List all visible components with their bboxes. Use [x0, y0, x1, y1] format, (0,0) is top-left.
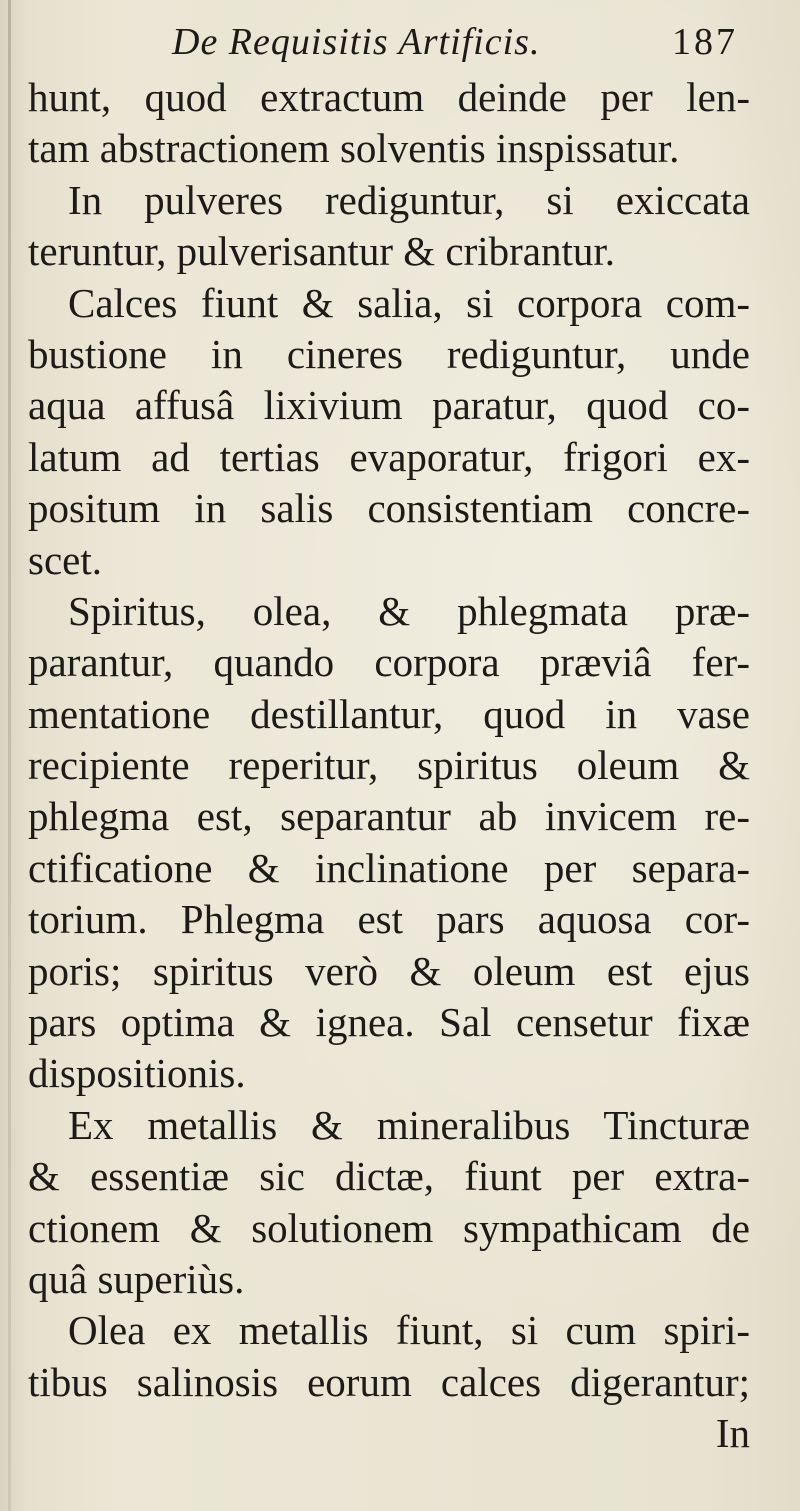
text-line: scet. — [28, 536, 102, 583]
body-text — [28, 72, 750, 1460]
text-line: bustione in cineres rediguntur, unde — [28, 330, 750, 377]
text-line: recipiente reperitur, spiritus oleum & — [28, 742, 750, 789]
text-line: Calces fiunt & salia, si corpora com- — [68, 279, 750, 326]
page-gutter-shadow — [8, 0, 11, 1511]
text-line: ctificatione & inclinatione per separa- — [28, 844, 750, 891]
page-header — [0, 10, 800, 70]
text-line: torium. Phlegma est pars aquosa cor- — [28, 896, 750, 943]
text-line: pars optima & ignea. Sal censetur fixæ — [28, 999, 750, 1046]
text-line: Ex metallis & mineralibus Tincturæ — [68, 1101, 750, 1148]
text-line: Spiritus, olea, & phlegmata præ- — [68, 587, 750, 634]
text-line: parantur, quando corpora præviâ fer- — [28, 639, 750, 686]
text-line: poris; spiritus verò & oleum est ejus — [28, 947, 750, 994]
text-line: tibus salinosis eorum calces digerantur; — [28, 1358, 750, 1405]
text-line: mentatione destillantur, quod in vase — [28, 690, 750, 737]
text-line: tam abstractionem solventis inspissatur. — [28, 125, 680, 172]
text-line: ctionem & solutionem sympathicam de — [28, 1204, 750, 1251]
text-line: hunt, quod extractum deinde per len- — [28, 74, 750, 120]
running-title: De Requisitis Artificis. — [172, 21, 541, 63]
text-line: Olea ex metallis fiunt, si cum spiri- — [68, 1307, 750, 1354]
text-line: & essentiæ sic dictæ, fiunt per extra- — [28, 1153, 750, 1200]
text-line: quâ superiùs. — [28, 1255, 245, 1302]
text-line: In pulveres rediguntur, si exiccata — [68, 176, 750, 223]
text-line: latum ad tertias evaporatur, frigori ex- — [28, 433, 750, 480]
catchword: In — [715, 1410, 750, 1457]
text-line: aqua affusâ lixivium paratur, quod co- — [28, 382, 750, 429]
text-line: dispositionis. — [28, 1050, 246, 1097]
page-number: 187 — [672, 21, 738, 63]
text-line: positum in salis consistentiam concre- — [28, 485, 750, 532]
text-line: phlegma est, separantur ab invicem re- — [28, 793, 750, 840]
text-line: teruntur, pulverisantur & cribrantur. — [28, 228, 615, 275]
